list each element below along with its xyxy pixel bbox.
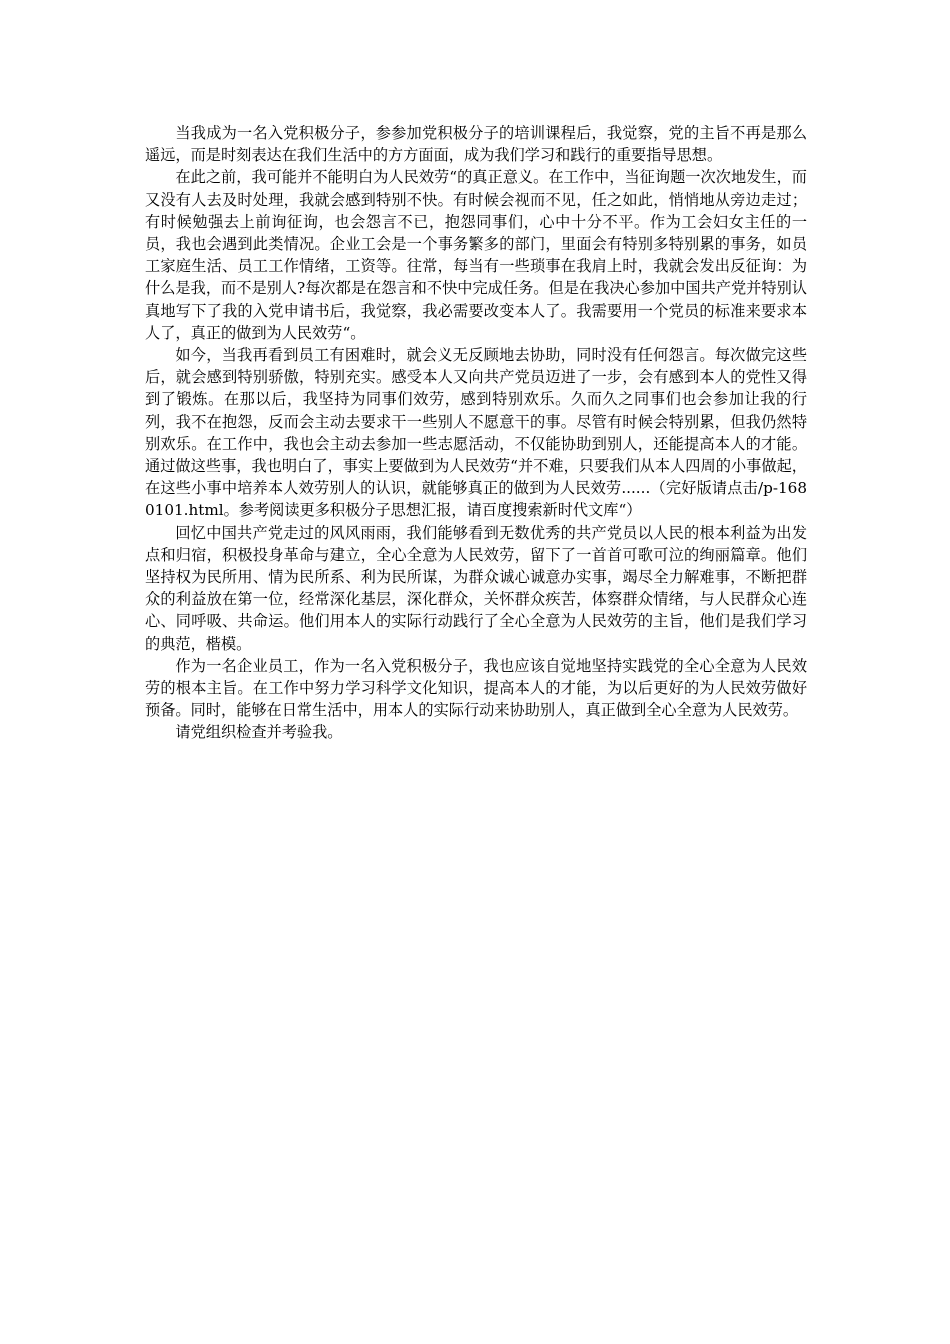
- paragraph-4: 回忆中国共产党走过的风风雨雨，我们能够看到无数优秀的共产党员以人民的根本利益为出发点和归宿，积极投身革命与建立，全心全意为人民效劳，留下了一首首可歌可泣的绚丽篇章。他们坚持权为民所用、情为民所系、利为民所谋，为群众诚心诚意办实事，竭尽全力解难事，不断把群众的利益放在第一位，经常深化基层，深化群众，关怀群众疾苦，体察群众情绪，与人民群众心连心、同呼吸、共命运。他们用本人的实际行动践行了全心全意为人民效劳的主旨，他们是我们学习的典范，楷模。: [145, 523, 807, 653]
- paragraph-3: 如今，当我再看到员工有困难时，就会义无反顾地去协助，同时没有任何怨言。每次做完这些后，就会感到特别骄傲，特别充实。感受本人又向共产党员迈进了一步，会有感到本人的党性又得到了锻炼。在那以后，我坚持为同事们效劳，感到特别欢乐。久而久之同事们也会参加让我的行列，我不在抱怨，反而会主动去要求干一些别人不愿意干的事。尽管有时候会特别累，但我仍然特别欢乐。在工作中，我也会主动去参加一些志愿活动，不仅能协助到别人，还能提高本人的才能。通过做这些事，我也明白了，事实上要做到为人民效劳“并不难，只要我们从本人四周的小事做起，在这些小事中培养本人效劳别人的认识，就能够真正的做到为人民效劳......（完好版请点击/p-1680101.html。参考阅读更多积极分子思想汇报，请百度搜索新时代文库“）: [145, 346, 807, 520]
- paragraph-2: 在此之前，我可能并不能明白为人民效劳“的真正意义。在工作中，当征询题一次次地发生，而又没有人去及时处理，我就会感到特别不快。有时候会视而不见，任之如此，悄悄地从旁边走过；有时候勉强去上前询征询，也会怨言不已，抱怨同事们，心中十分不平。作为工会妇女主任的一员，我也会遇到此类情况。企业工会是一个事务繁多的部门，里面会有特别多特别累的事务，如员工家庭生活、员工工作情绪，工资等。往常，每当有一些琐事在我肩上时，我就会发出反征询：为什么是我，而不是别人?每次都是在怨言和不快中完成任务。但是在我决心参加中国共产党并特别认真地写下了我的入党申请书后，我觉察，我必需要改变本人了。我需要用一个党员的标准来要求本人了，真正的做到为人民效劳“。: [145, 168, 807, 342]
- paragraph-1: 当我成为一名入党积极分子，参参加党积极分子的培训课程后，我觉察，党的主旨不再是那么遥远，而是时刻表达在我们生活中的方方面面，成为我们学习和践行的重要指导思想。: [145, 124, 807, 165]
- paragraph-5: 作为一名企业员工，作为一名入党积极分子，我也应该自觉地坚持实践党的全心全意为人民效劳的根本主旨。在工作中努力学习科学文化知识，提高本人的才能，为以后更好的为人民效劳做好预备。同时，能够在日常生活中，用本人的实际行动来协助别人，真正做到全心全意为人民效劳。: [145, 656, 807, 720]
- document-body: [145, 122, 807, 744]
- paragraph-6: 请党组织检查并考验我。: [175, 723, 343, 742]
